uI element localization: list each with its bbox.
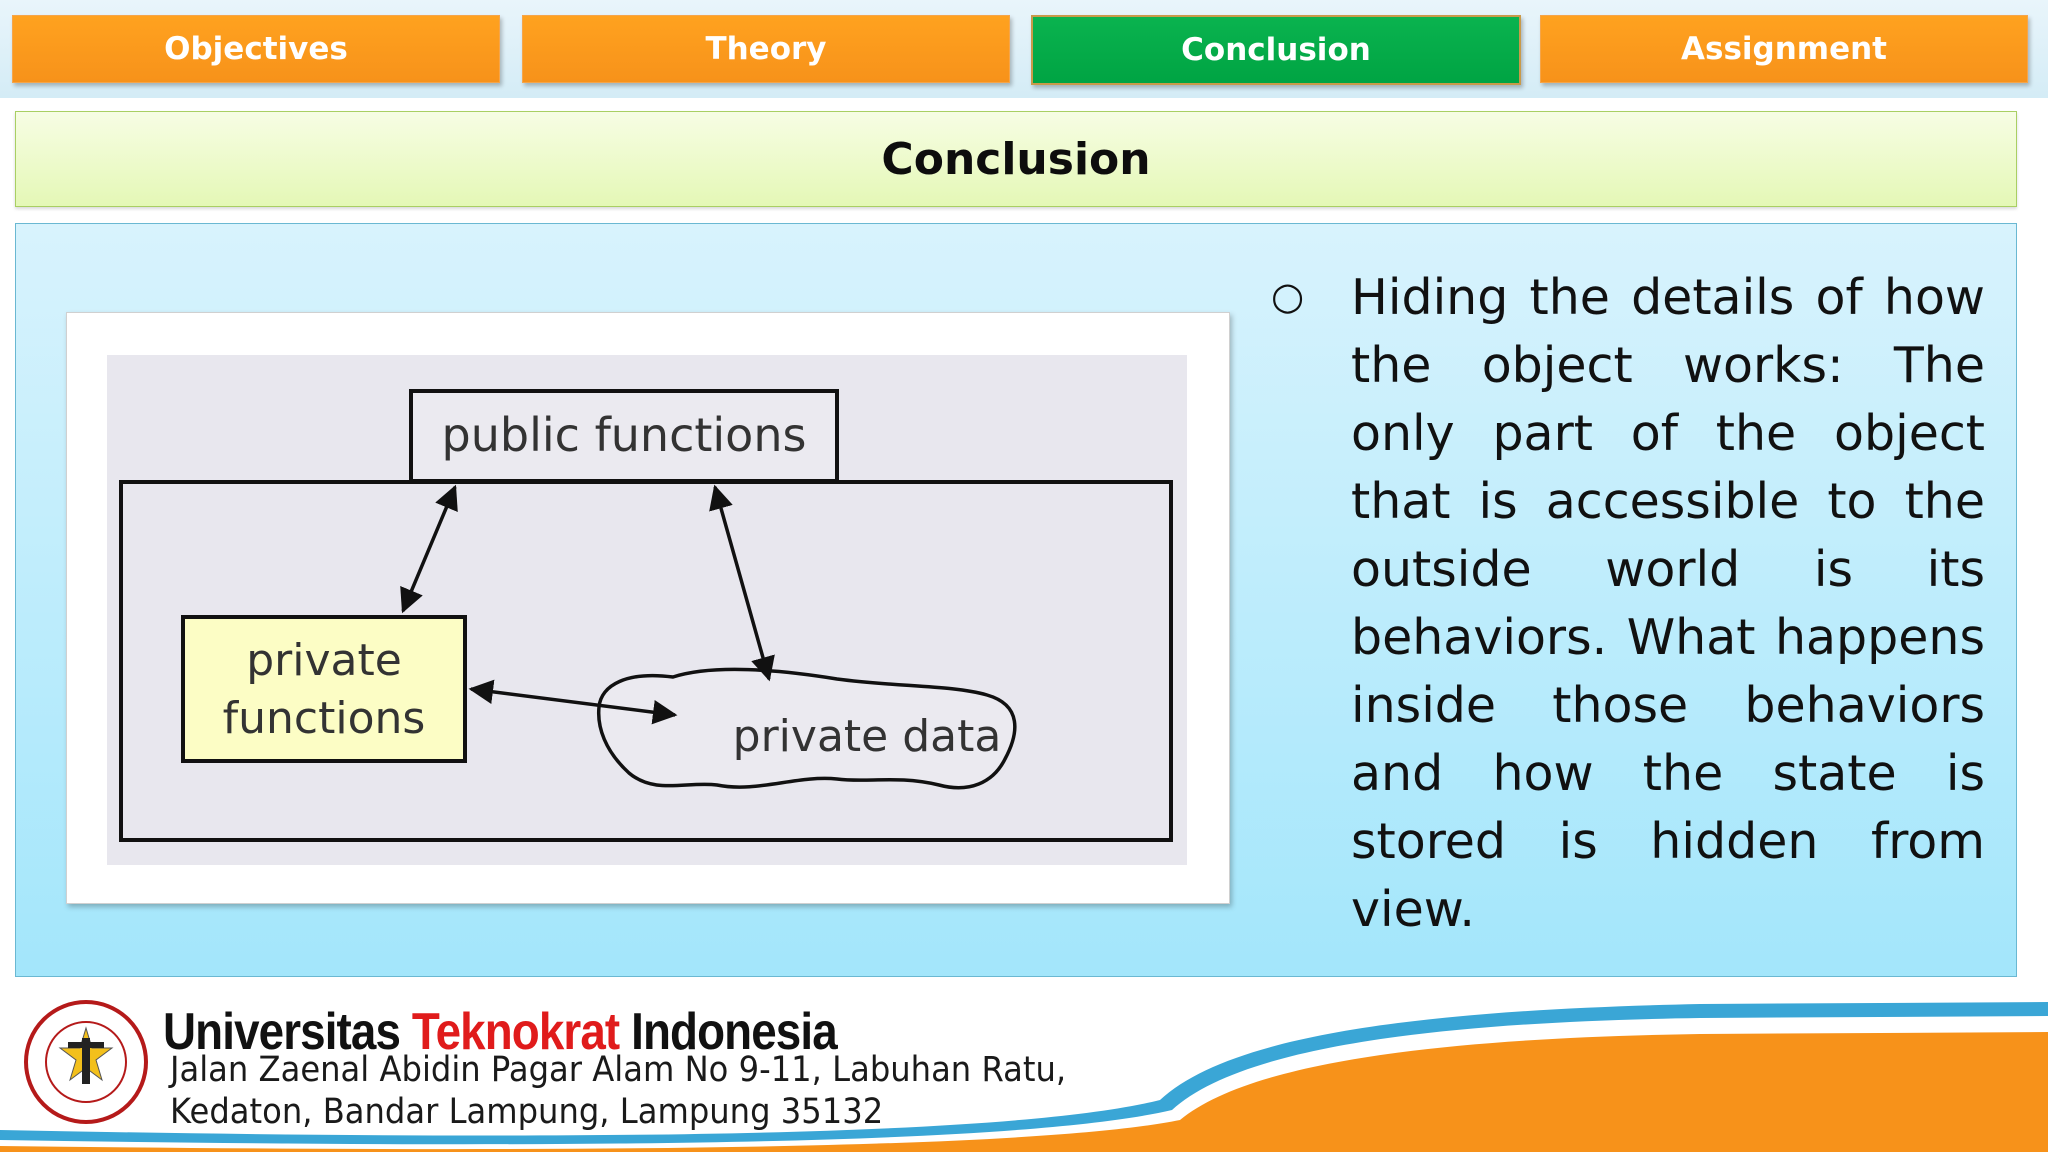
- bullet-text: Hiding the details of how the object works: The only part of the object that is accessible to the outside world is its behaviors. What happens inside those behaviors and how the state is stored is hidden from view.: [1351, 269, 1985, 938]
- content-panel: [15, 223, 2017, 977]
- private-data-label: private data: [732, 711, 1002, 762]
- footer: [0, 980, 2048, 1152]
- address-line-2: Kedaton, Bandar Lampung, Lampung 35132: [170, 1092, 884, 1132]
- tab-objectives[interactable]: Objectives: [12, 15, 500, 83]
- private-functions-label-line2: functions: [222, 693, 426, 744]
- university-name-part1: Universitas: [163, 1003, 401, 1061]
- address-line-1: Jalan Zaenal Abidin Pagar Alam No 9-11, Labuhan Ratu,: [170, 1050, 1067, 1090]
- public-functions-label: public functions: [441, 408, 807, 462]
- encapsulation-diagram: [107, 355, 1187, 865]
- tab-assignment[interactable]: Assignment: [1540, 15, 2028, 83]
- slide-title: Conclusion: [15, 111, 2017, 207]
- tab-theory[interactable]: Theory: [522, 15, 1010, 83]
- encapsulation-diagram-frame: [66, 312, 1230, 904]
- bullet-circle-icon: ○: [1271, 274, 1305, 318]
- university-logo: [22, 998, 150, 1126]
- top-navigation: [0, 0, 2048, 98]
- university-name-part3: Indonesia: [631, 1003, 837, 1061]
- university-name-part2: Teknokrat: [411, 1003, 620, 1061]
- tab-conclusion[interactable]: Conclusion: [1031, 15, 1521, 85]
- private-functions-label-line1: private: [246, 635, 402, 686]
